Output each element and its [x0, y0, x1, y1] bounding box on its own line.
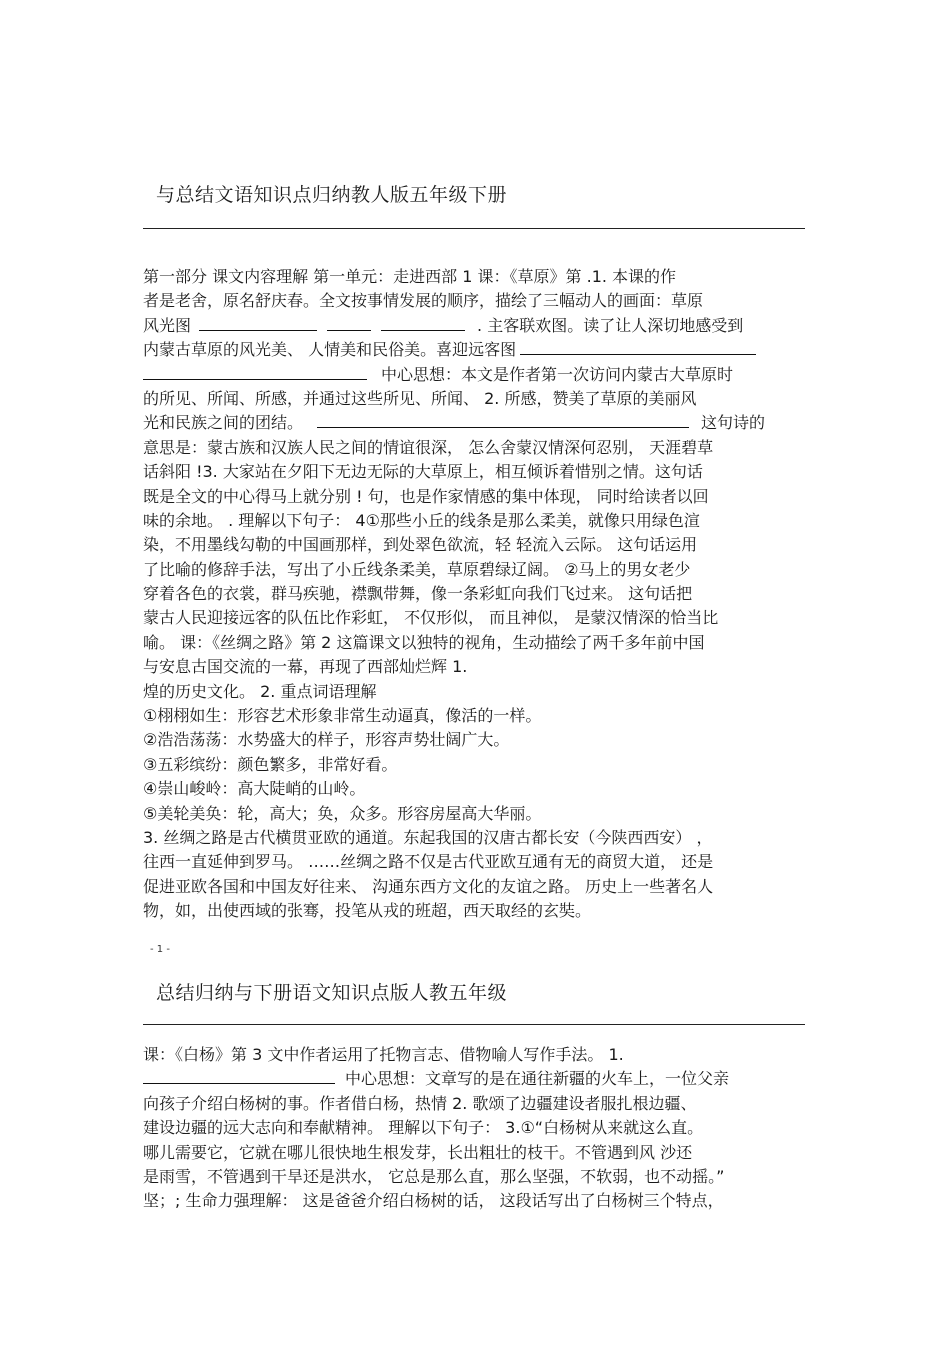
text-segment: 这句诗的: [701, 413, 766, 433]
page-header-2: [143, 960, 805, 1025]
text-segment: 中心思想：文章写的是在通往新疆的火车上，一位父亲: [345, 1069, 730, 1089]
text-line: ①栩栩如生：形容艺术形象非常生动逼真，像活的一样。: [143, 706, 542, 726]
text-line-with-blanks: [143, 1067, 808, 1091]
text-segment: 光和民族之间的团结。: [143, 413, 304, 433]
text-line: 往西一直延伸到罗马。 ……丝绸之路不仅是古代亚欧互通有无的商贸大道， 还是: [143, 852, 714, 872]
text-segment: 风光图: [143, 315, 192, 335]
text-line: 课：《白杨》第 3 文中作者运用了托物言志、借物喻人写作手法。 1.: [143, 1045, 624, 1064]
text-segment: . 主客联欢图。读了让人深切地感受到: [477, 315, 744, 335]
text-line: ③五彩缤纷：颜色繁多，非常好看。: [143, 754, 398, 774]
text-line: ④崇山峻岭：高大陡峭的山岭。: [143, 779, 366, 799]
text-line: 味的余地。 . 理解以下句子： 4①那些小丘的线条是那么柔美，就像只用绿色渲: [143, 510, 700, 530]
fill-blank: [199, 316, 317, 331]
text-line: 意思是：蒙古族和汉族人民之间的情谊很深， 怎么舍蒙汉情深何忍别， 天涯碧草: [143, 437, 714, 457]
page-title: 总结归纳与下册语文知识点版人教五年级: [156, 982, 508, 1004]
text-line: 煌的历史文化。 2. 重点词语理解: [143, 681, 377, 701]
text-segment: 内蒙古草原的风光美、 人情美和民俗美。喜迎远客图: [143, 340, 517, 360]
text-line-with-blanks: [143, 314, 808, 338]
text-line: 既是全文的中心得马上就分别 ! 句，也是作家情感的集中体现， 同时给读者以回: [143, 486, 709, 506]
page-number: - 1 -: [150, 944, 170, 955]
text-line-with-blanks: [143, 411, 808, 435]
fill-blank: [520, 340, 756, 355]
fill-blank: [381, 316, 465, 331]
fill-blank: [327, 316, 371, 331]
fill-blank: [143, 1069, 335, 1084]
text-line: 者是老舍，原名舒庆春。全文按事情发展的顺序，描绘了三幅动人的画面：草原: [143, 291, 704, 311]
text-line: 促进亚欧各国和中国友好往来、 沟通东西方文化的友谊之路。 历史上一些著名人: [143, 876, 714, 896]
text-line: 喻。 课：《丝绸之路》第 2 这篇课文以独特的视角，生动描绘了两千多年前中国: [143, 632, 705, 652]
text-line: 是雨雪，不管遇到干旱还是洪水， 它总是那么直，那么坚强，不软弱，也不动摇。”: [143, 1166, 725, 1186]
fill-blank: [143, 365, 367, 380]
text-line: 的所见、所闻、所感，并通过这些所见、所闻、 2. 所感，赞美了草原的美丽风: [143, 388, 697, 408]
text-line: 染，不用墨线勾勒的中国画那样，到处翠色欲流，轻 轻流入云际。 这句话运用: [143, 535, 698, 555]
text-line: ⑤美轮美奂：轮，高大；奂，众多。形容房屋高大华丽。: [143, 803, 542, 823]
text-line-with-blanks: [143, 363, 808, 387]
text-line: 建设边疆的远大志向和奉献精神。 理解以下句子： 3.①“白杨树从来就这么直。: [143, 1118, 704, 1138]
text-line: ②浩浩荡荡：水势盛大的样子，形容声势壮阔广大。: [143, 730, 510, 750]
text-line: 向孩子介绍白杨树的事。作者借白杨，热情 2. 歌颂了边疆建设者服扎根边疆、: [143, 1093, 697, 1113]
text-line: 坚；; 生命力强理解： 这是爸爸介绍白杨树的话， 这段话写出了白杨树三个特点，: [143, 1191, 724, 1211]
text-line: 与安息古国交流的一幕，再现了西部灿烂辉 1.: [143, 657, 468, 677]
body-text-block-1: [143, 265, 808, 924]
text-line: 话斜阳 !3. 大家站在夕阳下无边无际的大草原上，相互倾诉着惜别之情。这句话: [143, 462, 703, 482]
text-segment: 中心思想：本文是作者第一次访问内蒙古大草原时: [381, 364, 734, 384]
text-line: 哪儿需要它，它就在哪儿很快地生根发芽，长出粗壮的枝干。不管遇到风 沙还: [143, 1142, 693, 1162]
text-line: 蒙古人民迎接远客的队伍比作彩虹， 不仅形似， 而且神似， 是蒙汉情深的恰当比: [143, 608, 719, 628]
body-text-block-2: [143, 1043, 808, 1214]
page-header-1: [143, 150, 805, 229]
text-line: 第一部分 课文内容理解 第一单元：走进西部 1 课：《草原》第 .1. 本课的作: [143, 267, 677, 286]
text-line: 物，如，出使西域的张骞，投笔从戎的班超，西天取经的玄奘。: [143, 901, 592, 921]
text-line: 3. 丝绸之路是古代横贯亚欧的通道。东起我国的汉唐古都长安（今陕西西安） ，: [143, 827, 713, 847]
text-line: 了比喻的修辞手法，写出了小丘线条柔美，草原碧绿辽阔。 ②马上的男女老少: [143, 559, 691, 579]
text-line: 穿着各色的衣裳，群马疾驰，襟飘带舞，像一条彩虹向我们飞过来。 这句话把: [143, 584, 693, 604]
page-title: 与总结文语知识点归纳教人版五年级下册: [156, 184, 508, 206]
text-line-with-blanks: [143, 338, 808, 362]
fill-blank: [317, 413, 689, 428]
